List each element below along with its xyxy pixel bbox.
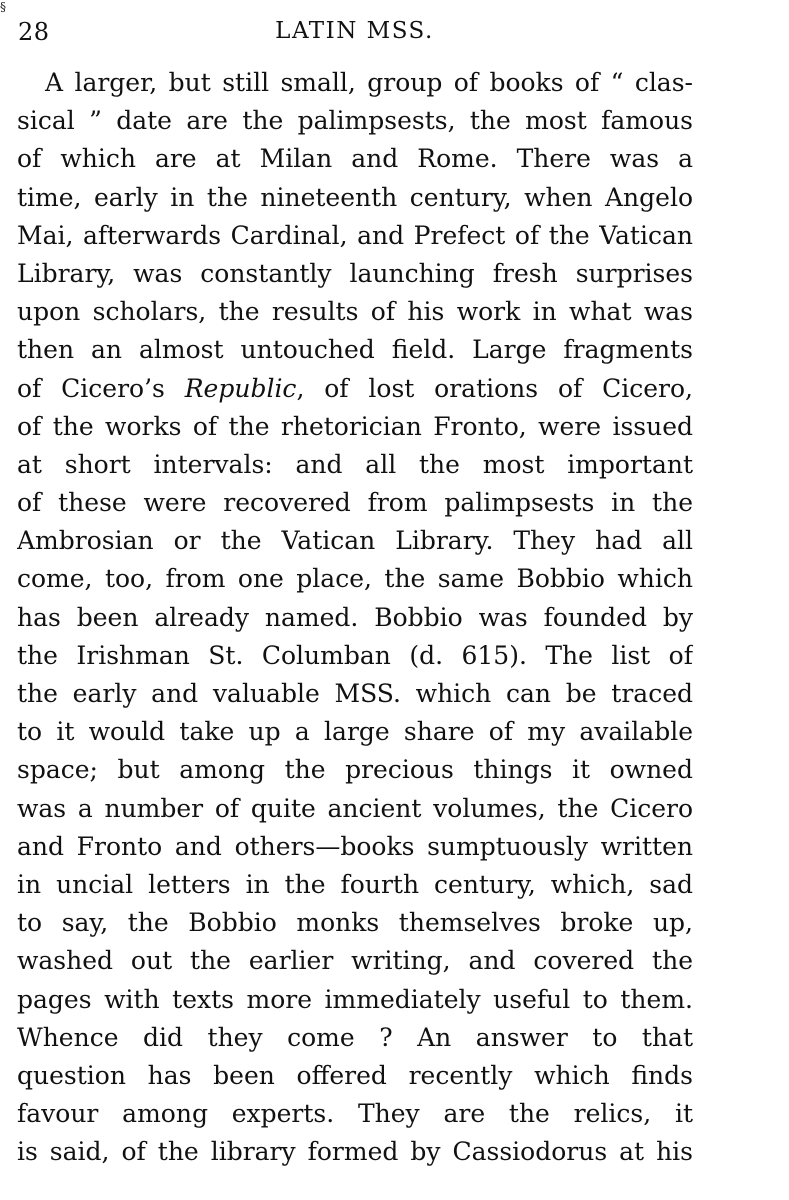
text-line: of the works of the rhetorician Fronto, were issued	[17, 411, 693, 441]
text-line: Whence did they come ? An answer to that	[17, 1022, 693, 1052]
running-title: LATIN MSS.	[275, 18, 434, 44]
text-line: A larger, but still small, group of books of “ clas-	[45, 68, 693, 97]
text-line: at short intervals: and all the most important	[17, 449, 693, 479]
text-line: to it would take up a large share of my available	[17, 717, 693, 747]
text-line	[17, 370, 693, 408]
text-line: the early and valuable MSS. which can be traced	[17, 679, 693, 708]
text-line: Library, was constantly launching fresh surprises	[17, 258, 693, 288]
text-line: space; but among the precious things it owned	[17, 755, 693, 785]
text-line: then an almost untouched field. Large fragments	[17, 335, 693, 365]
page-header	[18, 14, 691, 50]
corner-mark: §	[0, 0, 6, 14]
page-number: 28	[18, 18, 50, 46]
text-line: question has been offered recently which finds	[17, 1060, 693, 1090]
text-line-end: , of lost orations of Cicero,	[296, 373, 693, 403]
text-line: Ambrosian or the Vatican Library. They had all	[17, 526, 693, 556]
text-line: was a number of quite ancient volumes, the Cicero	[17, 793, 693, 823]
text-line: the Irishman St. Columban (d. 615). The list of	[17, 640, 693, 670]
text-line: to say, the Bobbio monks themselves broke up,	[17, 908, 693, 938]
text-line: upon scholars, the results of his work in what was	[17, 297, 693, 327]
text-line: time, early in the nineteenth century, when Angelo	[17, 182, 693, 212]
text-line: Mai, afterwards Cardinal, and Prefect of the Vatican	[17, 220, 693, 250]
text-line: is said, of the library formed by Cassiodorus at his	[17, 1137, 693, 1167]
text-line: of which are at Milan and Rome. There was a	[17, 144, 693, 174]
body-paragraph	[17, 64, 693, 1171]
text-line: in uncial letters in the fourth century, which, sad	[17, 869, 693, 899]
text-line: come, too, from one place, the same Bobbio which	[17, 564, 693, 594]
text-line: washed out the earlier writing, and covered the	[17, 946, 693, 976]
text-line: favour among experts. They are the relics, it	[17, 1099, 693, 1129]
text-line: of these were recovered from palimpsests in the	[17, 488, 693, 518]
title-republic: Republic	[184, 373, 297, 403]
text-line-start: of Cicero’s	[17, 373, 185, 403]
text-line: pages with texts more immediately useful to them.	[17, 984, 693, 1014]
text-line: and Fronto and others—books sumptuously written	[17, 831, 693, 861]
text-line: sical ” date are the palimpsests, the most famous	[17, 106, 693, 136]
text-line: has been already named. Bobbio was founded by	[17, 602, 693, 632]
